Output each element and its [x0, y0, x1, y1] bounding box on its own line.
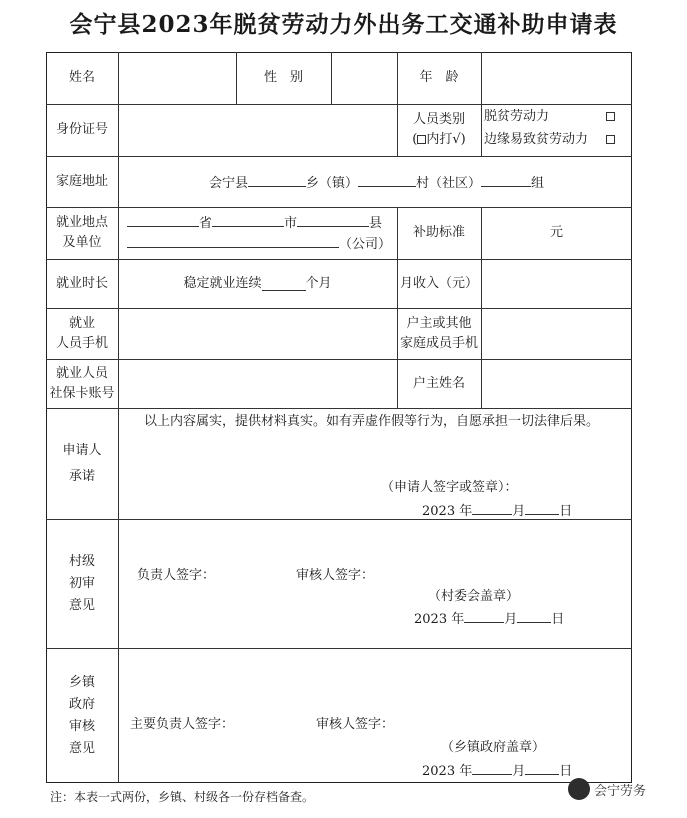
township-leader-sign: 主要负责人签字：: [130, 717, 235, 732]
village-leader-sign: 负责人签字：: [137, 568, 216, 583]
group-blank[interactable]: [481, 172, 531, 187]
township-month-blank[interactable]: [472, 760, 512, 775]
township-label-line1: 乡镇: [68, 674, 95, 690]
income-label: 月收入（元）: [399, 275, 478, 291]
duration-pre: 稳定就业连续: [183, 275, 262, 291]
address-label: 家庭地址: [55, 173, 108, 189]
category-label: [397, 104, 481, 156]
option-edge-checkbox[interactable]: [606, 135, 615, 144]
income-field[interactable]: [481, 259, 632, 308]
company-label: （公司）: [339, 237, 392, 252]
category-label-line1: 人员类别: [412, 112, 465, 127]
address-county: 会宁县: [209, 176, 249, 191]
duration-post: 个月: [305, 275, 332, 291]
age-label: 年 龄: [419, 70, 459, 85]
social-card-label: [46, 359, 118, 408]
id-label: 身份证号: [55, 122, 108, 137]
phone-field[interactable]: [118, 308, 397, 359]
village-day: 日: [551, 612, 565, 627]
pledge-year: 2023 年: [422, 504, 473, 519]
subsidy-label: 补助标准: [412, 225, 465, 240]
township-reviewer-sign: 审核人签字：: [316, 717, 395, 732]
city-label: 市: [284, 216, 298, 231]
phone-label: [46, 308, 118, 359]
county-blank[interactable]: [297, 212, 369, 227]
address-village: 村（社区）: [416, 176, 482, 191]
age-field[interactable]: [481, 52, 632, 104]
option-poverty-checkbox[interactable]: [606, 112, 615, 121]
address-line: [209, 172, 544, 194]
gender-label: 性 别: [263, 70, 303, 85]
township-label-line2: 政府: [68, 696, 95, 712]
village-label-line2: 初审: [68, 575, 95, 591]
county-label: 县: [369, 216, 383, 231]
pledge-month: 月: [512, 504, 526, 519]
option-edge-label: 边缘易致贫劳动力: [484, 132, 589, 147]
village-reviewer-sign: 审核人签字：: [296, 568, 375, 583]
id-field[interactable]: [118, 104, 397, 156]
township-month: 月: [512, 764, 526, 779]
name-label: 姓名: [68, 70, 95, 85]
months-blank[interactable]: [262, 276, 306, 291]
township-blank[interactable]: [248, 172, 306, 187]
row-divider: [46, 408, 632, 409]
family-phone-line2: 家庭成员手机: [399, 335, 478, 351]
pledge-label-line1: 申请人: [62, 442, 102, 458]
family-phone-field[interactable]: [481, 308, 632, 359]
householder-label: 户主姓名: [412, 375, 465, 391]
form-title: 会宁县2023年脱贫劳动力外出务工交通补助申请表: [69, 11, 618, 38]
village-blank[interactable]: [358, 172, 416, 187]
township-day: 日: [559, 764, 573, 779]
option-poverty-label: 脱贫劳动力: [484, 109, 550, 124]
township-label-line3: 审核: [68, 718, 95, 734]
company-blank[interactable]: [127, 233, 339, 248]
category-paren: (: [412, 132, 418, 147]
village-year: 2023 年: [414, 612, 465, 627]
pledge-day: 日: [559, 504, 573, 519]
col-divider: [118, 52, 119, 783]
township-date: [422, 760, 572, 782]
village-label-line3: 意见: [68, 597, 95, 613]
social-card-line1: 就业人员: [55, 365, 108, 381]
township-seal: （乡镇政府盖章）: [441, 740, 546, 755]
gender-field[interactable]: [331, 52, 397, 104]
township-day-blank[interactable]: [525, 760, 559, 775]
workplace-line1: [127, 212, 382, 234]
social-card-field[interactable]: [118, 359, 397, 408]
subsidy-unit: 元: [549, 225, 563, 240]
pledge-label-line2: 承诺: [68, 468, 95, 484]
village-seal: （村委会盖章）: [428, 589, 520, 604]
village-month-blank[interactable]: [464, 608, 504, 623]
category-instruction: 内打√): [426, 132, 466, 147]
pledge-label: [46, 408, 118, 519]
householder-field[interactable]: [481, 359, 632, 408]
category-label-line2: [412, 130, 465, 150]
phone-label-line1: 就业: [68, 315, 95, 331]
duration-label: 就业时长: [55, 275, 108, 291]
workplace-line2: [127, 233, 391, 255]
watermark: [568, 778, 646, 800]
footnote: 注：本表一式两份，乡镇、村级各一份存档备查。: [50, 790, 315, 804]
phone-label-line2: 人员手机: [55, 335, 108, 351]
pledge-day-blank[interactable]: [525, 500, 559, 515]
workplace-label: [46, 207, 118, 259]
township-review-label: [46, 648, 118, 783]
address-group: 组: [531, 176, 545, 191]
city-blank[interactable]: [212, 212, 284, 227]
village-month: 月: [504, 612, 518, 627]
workplace-label-line2: 及单位: [62, 235, 102, 250]
pledge-date: [422, 500, 572, 522]
address-township: 乡（镇）: [306, 176, 359, 191]
province-label: 省: [199, 216, 213, 231]
checkbox-icon: [417, 135, 426, 144]
name-field[interactable]: [118, 52, 236, 104]
watermark-text: 会宁劳务: [594, 783, 647, 799]
township-year: 2023 年: [422, 764, 473, 779]
township-label-line4: 意见: [68, 740, 95, 756]
pledge-statement: 以上内容属实，提供材料真实。如有弄虚作假等行为，自愿承担一切法律后果。: [144, 414, 600, 429]
pledge-month-blank[interactable]: [472, 500, 512, 515]
province-blank[interactable]: [127, 212, 199, 227]
village-date: [414, 608, 564, 630]
row-divider: [46, 156, 632, 157]
social-card-line2: 社保卡账号: [49, 385, 115, 401]
workplace-label-line1: 就业地点: [55, 215, 108, 230]
wechat-logo-icon: [568, 778, 590, 800]
duration-text: [118, 259, 397, 308]
village-day-blank[interactable]: [517, 608, 551, 623]
village-review-label: [46, 519, 118, 648]
family-phone-line1: 户主或其他: [406, 315, 472, 331]
pledge-sign: （申请人签字或签章）：: [381, 480, 518, 495]
row-divider: [46, 648, 632, 649]
village-label-line1: 村级: [68, 553, 95, 569]
family-phone-label: [397, 308, 481, 359]
